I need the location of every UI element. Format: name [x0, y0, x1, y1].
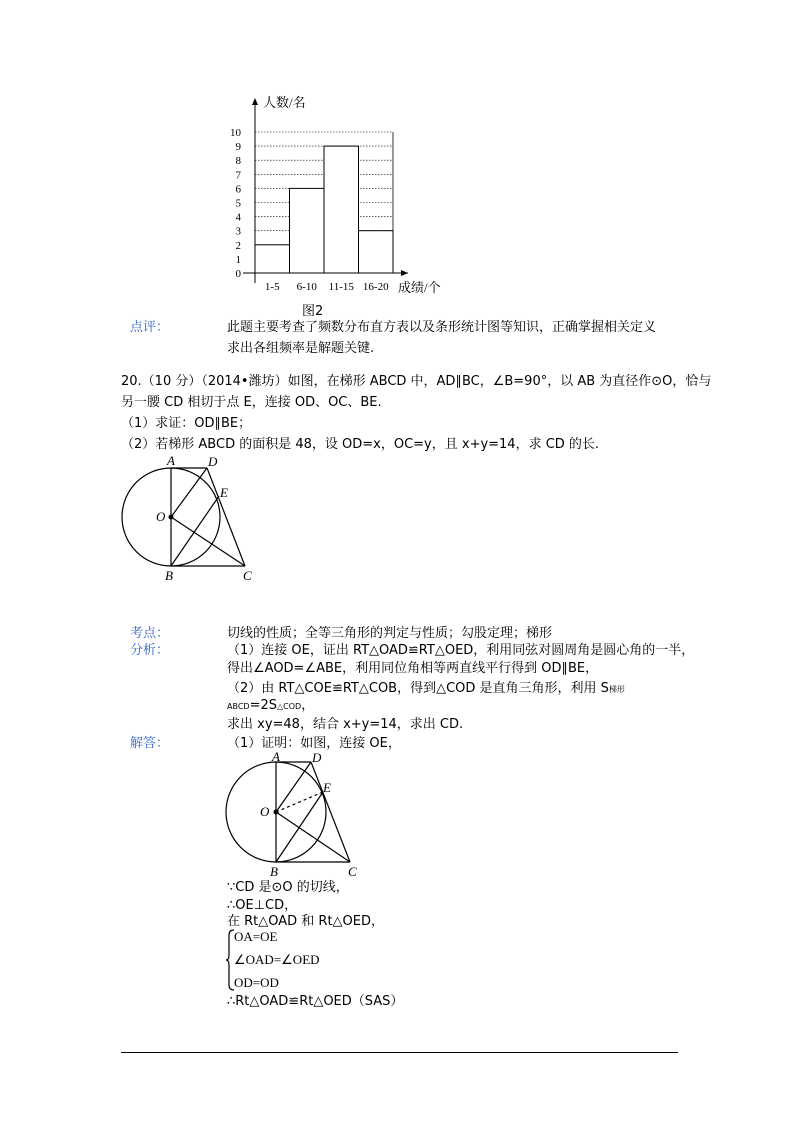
points-text: 切线的性质；全等三角形的判定与性质；勾股定理；梯形	[227, 626, 553, 641]
problem-line-1: 20.（10 分）（2014•潍坊）如图，在梯形 ABCD 中，AD∥BC，∠B=90°，以 AB 为直径作⊙O，恰与	[121, 374, 712, 389]
analysis-line-2: 得出∠AOD=∠ABE，利用同位角相等两直线平行得到 OD∥BE，	[227, 661, 599, 676]
y-axis-title: 人数/名	[263, 95, 306, 110]
label-e: E	[220, 485, 228, 500]
bar-6-10	[290, 188, 325, 273]
review-line-1: 此题主要考查了频数分布直方表以及条形统计图等知识，正确掌握相关定义	[227, 320, 657, 335]
problem-line-2: 另一腰 CD 相切于点 E，连接 OD、OC、BE.	[121, 395, 382, 410]
y-tick-label: 5	[235, 197, 241, 210]
problem-part-2: （2）若梯形 ABCD 的面积是 48，设 OD=x，OC=y，且 x+y=14，求 CD 的长.	[121, 437, 600, 452]
y-tick-label: 0	[235, 268, 241, 280]
bar-11-15	[324, 146, 359, 273]
label-c-2: C	[348, 864, 357, 879]
point-o-2	[274, 810, 279, 815]
x-tick-label: 1-5	[264, 281, 280, 293]
segment-dc-2	[311, 762, 350, 862]
review-label: 点评：	[130, 320, 170, 335]
analysis-line-3-sub: 梯形	[608, 685, 625, 694]
solution-step-2: ∴OE⊥CD，	[227, 898, 298, 913]
y-tick-label: 7	[235, 169, 241, 182]
analysis-line-4-sub1: ABCD	[227, 702, 250, 711]
y-tick-label: 6	[235, 183, 241, 196]
histogram-chart	[215, 88, 445, 318]
solution-label: 解答：	[130, 736, 170, 751]
bar-16-20	[359, 231, 394, 273]
solution-step-4: ∴Rt△OAD≌Rt△OED（SAS）	[227, 994, 404, 1009]
review-line-2: 求出各组频率是解题关键.	[227, 341, 375, 356]
label-d-2: D	[312, 750, 322, 765]
solution-line-1: （1）证明：如图，连接 OE，	[227, 736, 401, 751]
label-o-2: O	[260, 804, 270, 819]
analysis-line-4	[227, 697, 314, 716]
y-tick-label: 9	[235, 141, 241, 154]
analysis-line-4-sub2: △COD	[277, 702, 302, 711]
analysis-line-5: 求出 xy=48，结合 x+y=14，求出 CD.	[227, 717, 464, 732]
label-b: B	[165, 568, 173, 583]
points-label: 考点：	[130, 626, 170, 641]
y-tick-label: 1	[235, 253, 241, 266]
x-tick-label: 16-20	[362, 281, 389, 293]
label-a: A	[167, 453, 175, 468]
point-o	[169, 515, 174, 520]
analysis-line-4-end: ，	[301, 698, 315, 713]
x-axis-title: 成绩/个	[398, 280, 441, 295]
y-tick-label: 10	[230, 127, 241, 139]
label-o: O	[156, 509, 166, 524]
y-tick-label: 3	[235, 225, 241, 238]
brace-line-2: ∠OAD=∠OED	[234, 952, 320, 967]
bar-1-5	[255, 245, 290, 273]
label-b-2: B	[270, 864, 278, 879]
analysis-line-3-main: （2）由 RT△COE≌RT△COB，得到△COD 是直角三角形，利用 S	[227, 681, 609, 696]
chart-caption: 图2	[302, 304, 324, 319]
geometry-figure-problem	[115, 450, 265, 585]
brace-line-3: OD=OD	[234, 975, 279, 990]
problem-part-1: （1）求证：OD∥BE；	[121, 416, 252, 431]
footer-rule	[121, 1052, 678, 1053]
segment-dc	[207, 468, 245, 566]
label-c: C	[243, 568, 252, 583]
solution-step-3: 在 Rt△OAD 和 Rt△OED，	[227, 914, 385, 929]
label-e-2: E	[323, 780, 331, 795]
analysis-line-4-main: =2S	[249, 698, 277, 713]
y-axis-arrow	[252, 98, 258, 105]
label-a-2: A	[272, 749, 280, 764]
solution-step-1: ∵CD 是⊙O 的切线，	[227, 880, 349, 895]
brace-line-1: OA=OE	[234, 929, 278, 944]
x-tick-label: 6-10	[296, 281, 317, 293]
x-axis-arrow	[401, 270, 408, 276]
segment-oc-2	[276, 812, 350, 862]
y-tick-label: 4	[235, 211, 241, 224]
analysis-line-1: （1）连接 OE，证出 RT△OAD≌RT△OED，利用同弦对圆周角是圆心角的一半，	[227, 643, 695, 658]
y-tick-label: 8	[235, 155, 241, 168]
label-d: D	[208, 454, 218, 469]
segment-od	[171, 468, 207, 517]
x-tick-label: 11-15	[328, 281, 354, 293]
geometry-figure-solution	[220, 748, 370, 883]
analysis-label: 分析：	[130, 643, 170, 658]
y-tick-label: 2	[235, 239, 241, 252]
segment-oc	[171, 517, 245, 566]
